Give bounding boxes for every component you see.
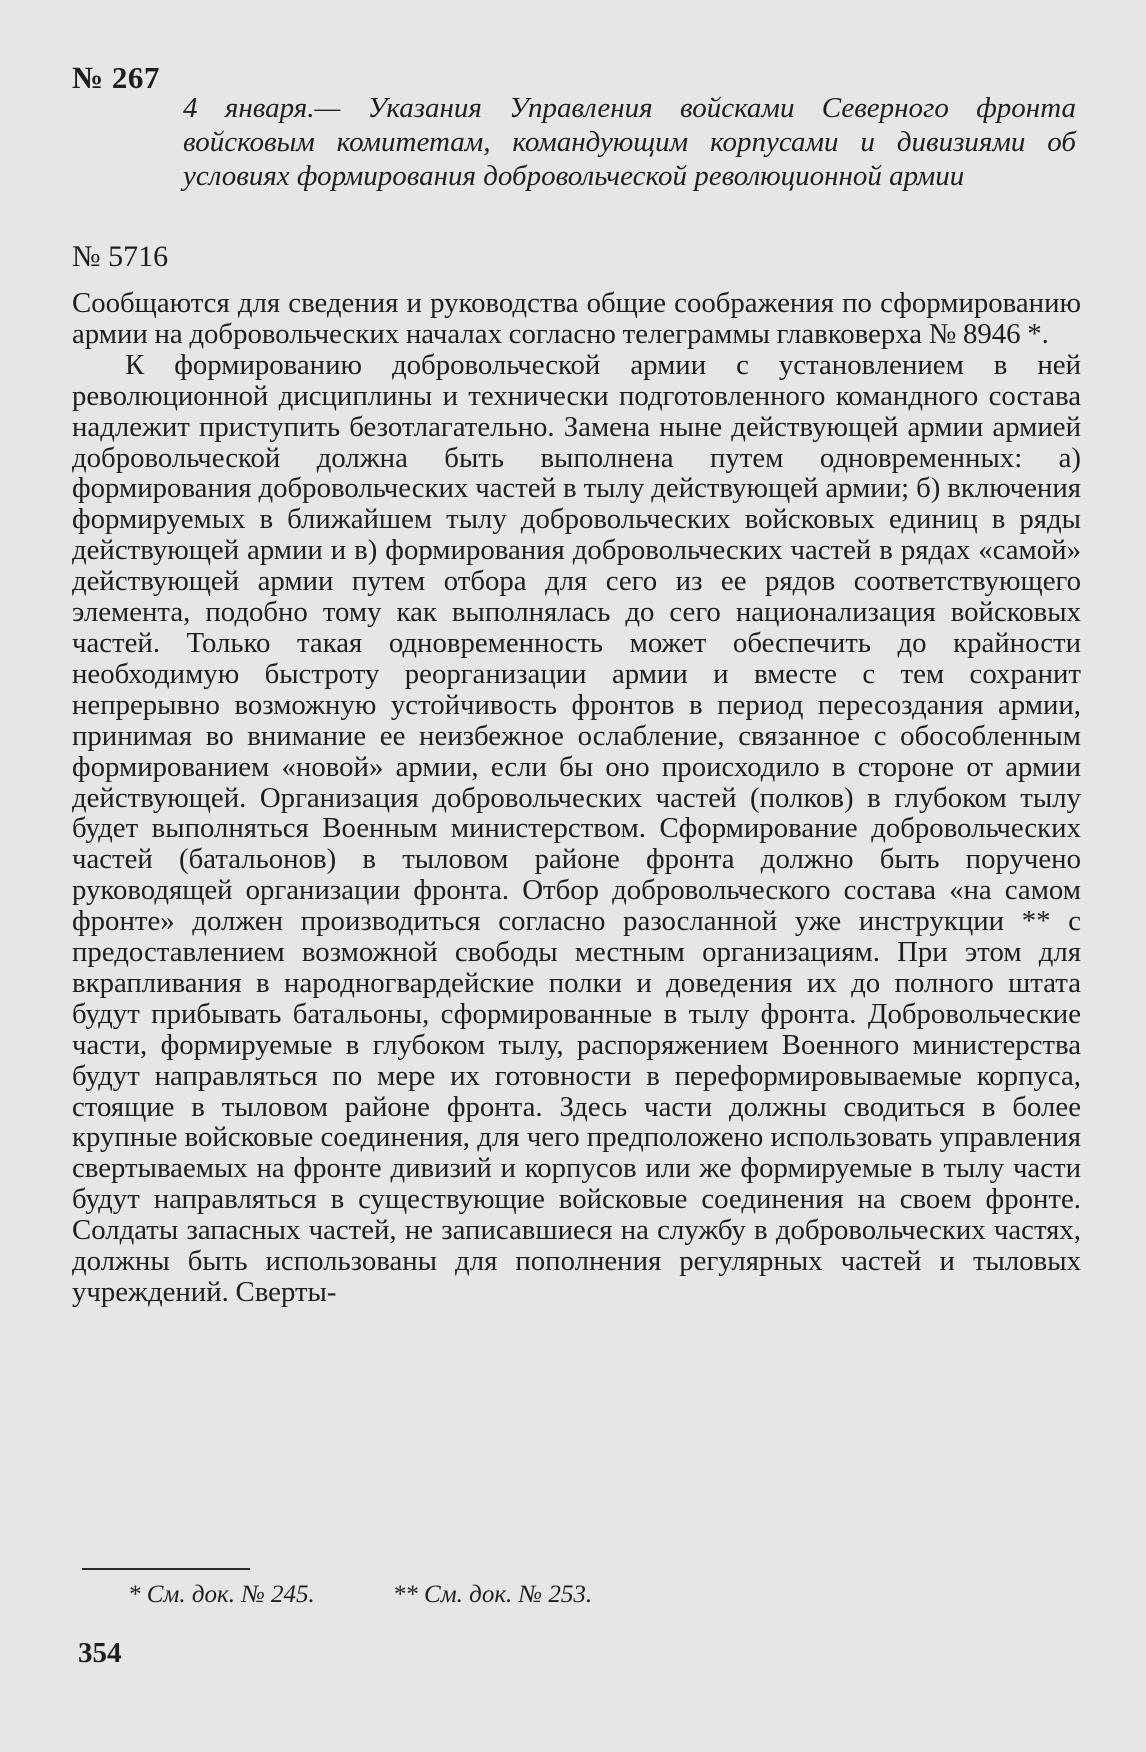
- footnote-divider: [82, 1568, 250, 1570]
- page-number: 354: [78, 1637, 122, 1669]
- footnotes: [128, 1581, 592, 1609]
- footnote-1: * См. док. № 245.: [128, 1581, 315, 1608]
- reference-number: № 5716: [72, 240, 169, 273]
- paragraph-intro: Сообщаются для сведения и руководства общие соображения по сформированию армии на добровольческих началах согласно телеграммы главковерха № 8946 *.: [72, 287, 1081, 350]
- document-heading: 4 января.— Указания Управления войсками Северного фронта войсковым комитетам, командующим корпусами и дивизиями об условиях формирования добровольческой революционной армии: [183, 92, 1076, 192]
- document-number: № 267: [72, 60, 160, 95]
- footnote-2: ** См. док. № 253.: [392, 1581, 593, 1608]
- document-body: [72, 288, 1081, 1308]
- paragraph-main: К формированию добровольческой армии с установлением в ней революционной дисциплины и технически подготовленного командного состава надлежит приступить безотлагательно. Замена ныне действующей армии армией добровольческой должна быть выполнена путем одновременных: а) формирования добровольческих частей в тылу действующей армии; б) включения формируемых в ближайшем тылу добровольческих войсковых единиц в ряды действующей армии и в) формирования добровольческих частей в рядах «самой» действующей армии путем отбора для сего из ее рядов соответствующего элемента, подобно тому как выполнялась до сего национализация войсковых частей. Только такая одновременность может обеспечить до крайности необходимую быстроту реорганизации армии и вместе с тем сохранит непрерывно возможную устойчивость фронтов в период пересоздания армии, принимая во внимание ее неизбежное ослабление, связанное с обособленным формированием «новой» армии, если бы оно происходило в стороне от армии действующей. Организация добровольческих частей (полков) в глубоком тылу будет выполняться Военным министерством. Сформирование добровольческих частей (батальонов) в тыловом районе фронта должно быть поручено руководящей организации фронта. Отбор добровольческого состава «на самом фронте» должен производиться согласно разосланной уже инструкции ** с предоставлением возможной свободы местным организациям. При этом для вкрапливания в народногвардейские полки и доведения их до полного штата будут прибывать батальоны, сформированные в тылу фронта. Добровольческие части, формируемые в глубоком тылу, распоряжением Военного министерства будут направляться по мере их готовности в переформировываемые корпуса, стоящие в тыловом районе фронта. Здесь части должны сводиться в более крупные войсковые соединения, для чего предположено использовать управления свертываемых на фронте дивизий и корпусов или же формируемые в тылу части будут направляться в существующие войсковые соединения на своем фронте. Солдаты запасных частей, не записавшиеся на службу в добровольческих частях, должны быть использованы для пополнения регулярных частей и тыловых учреждений. Сверты-: [72, 348, 1081, 1308]
